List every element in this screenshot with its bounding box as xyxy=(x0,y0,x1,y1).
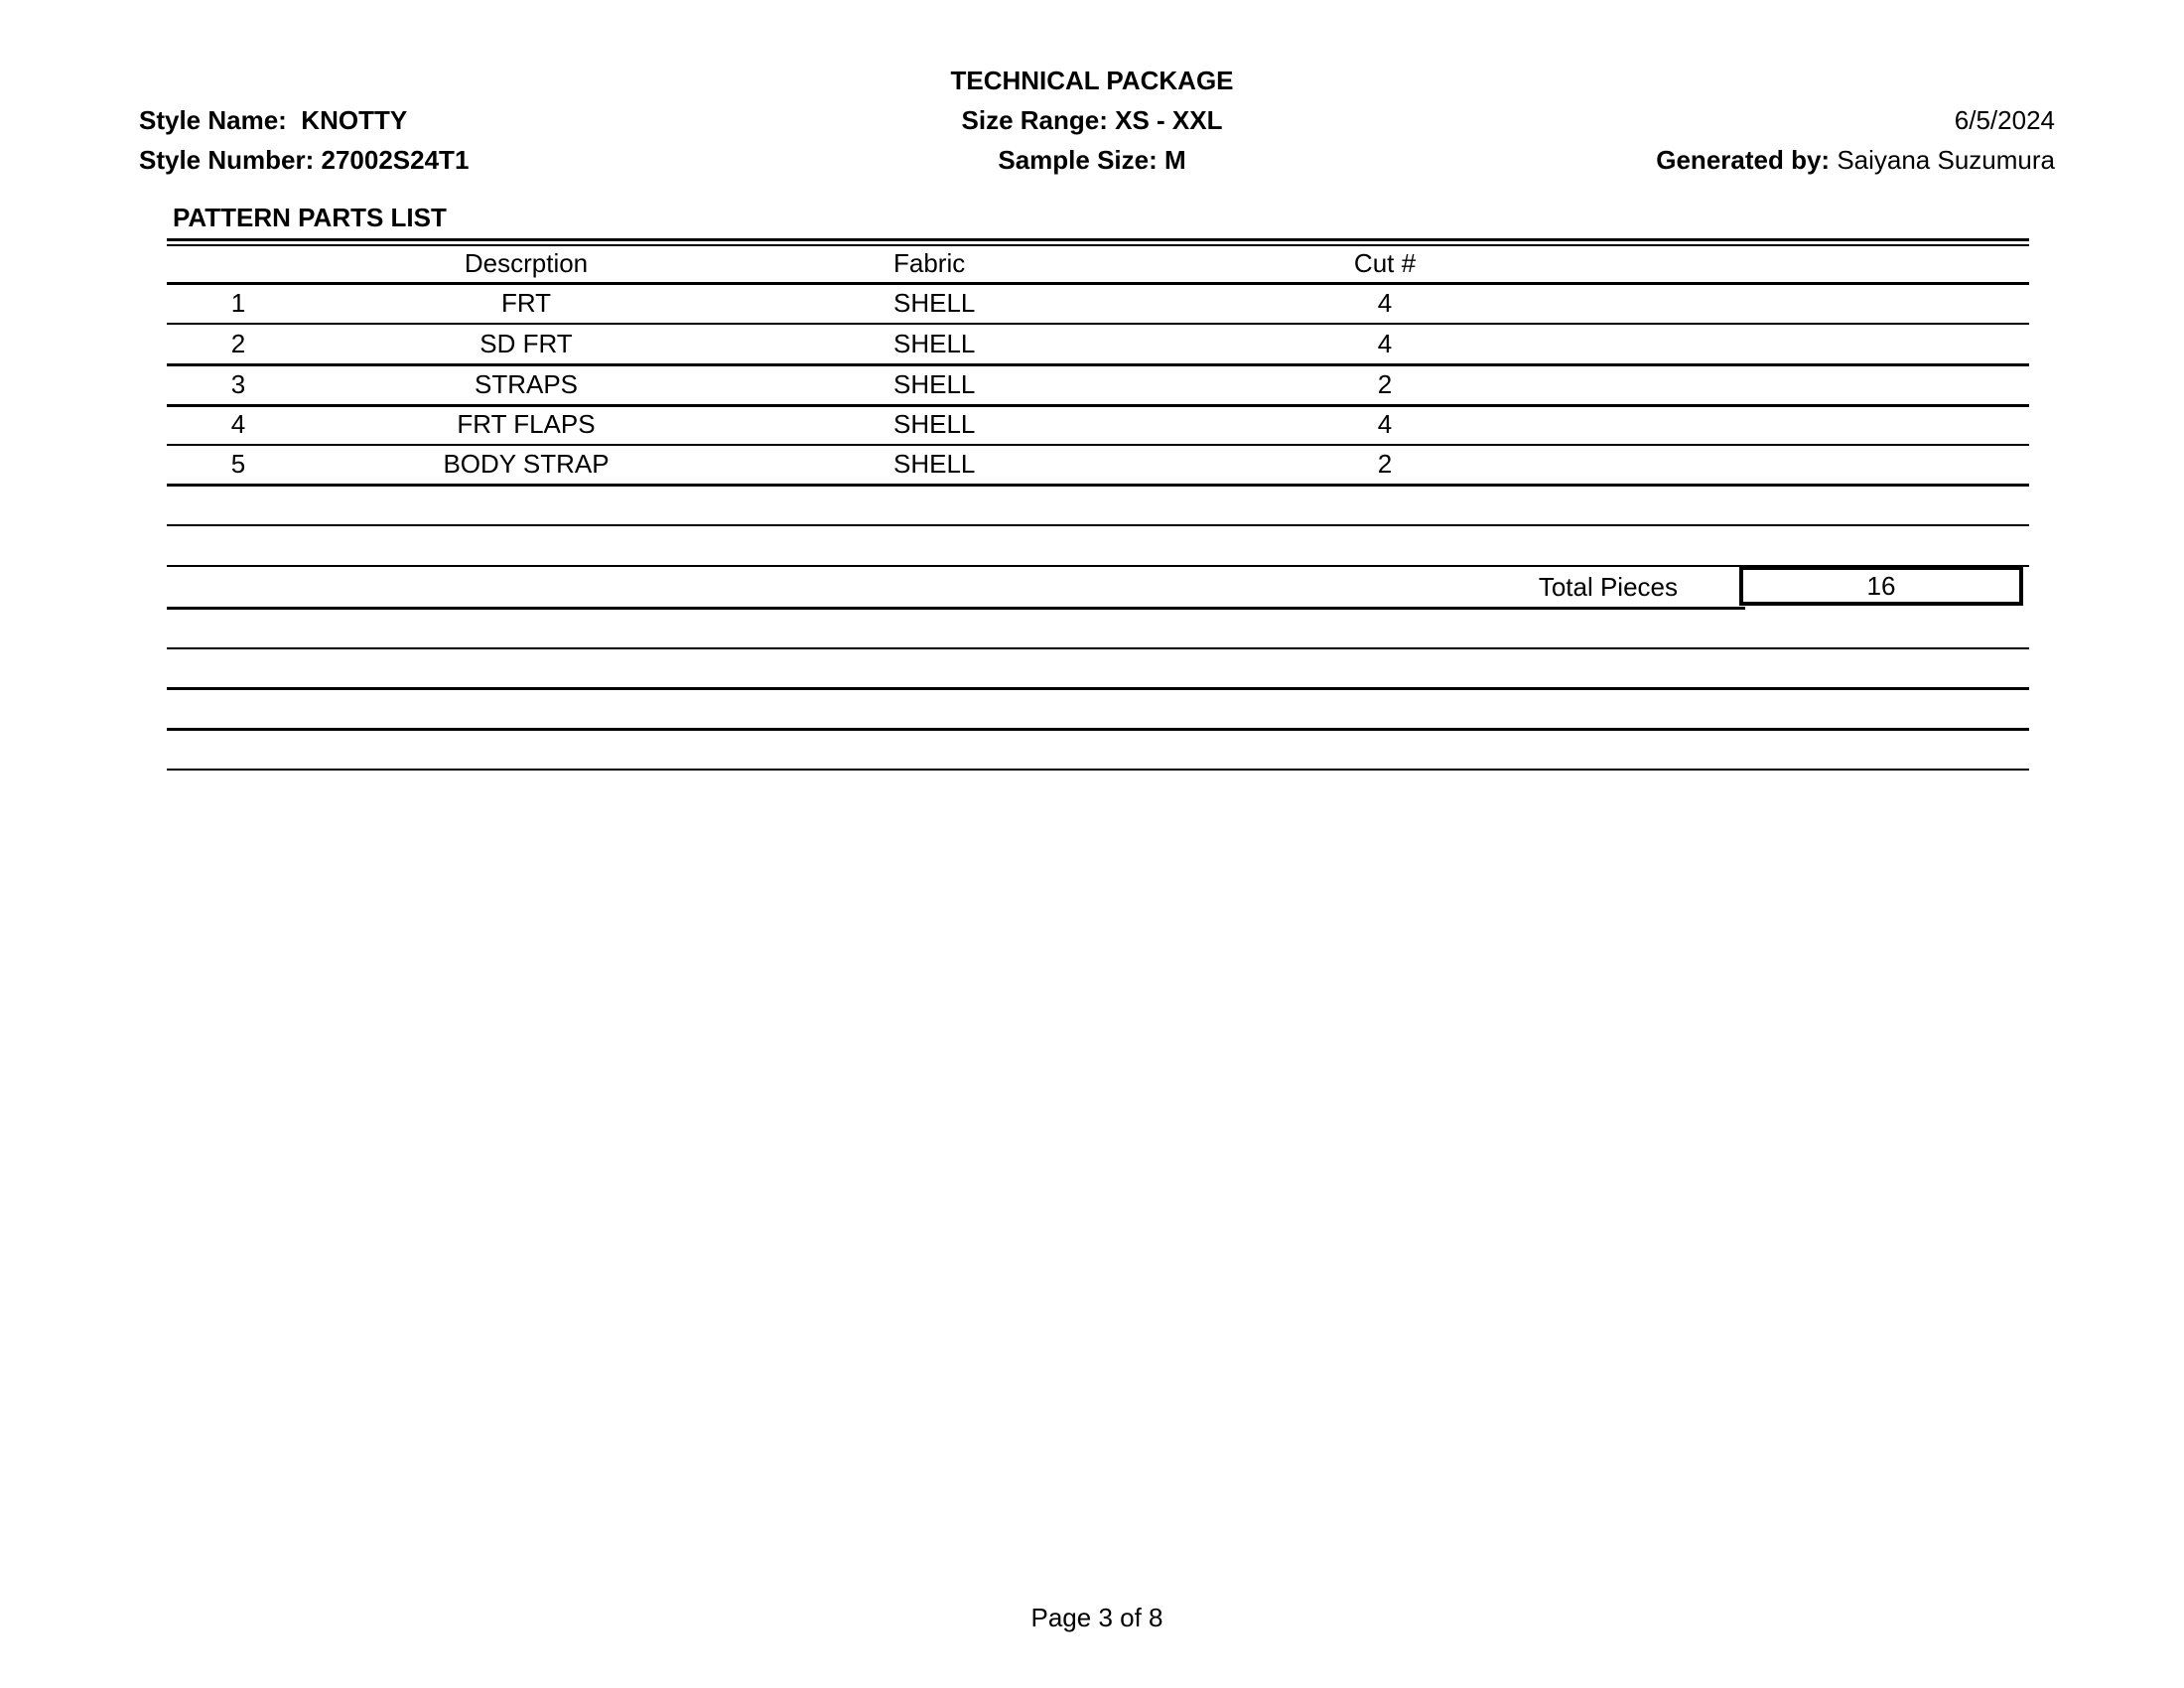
style-number-label: Style Number: xyxy=(139,145,315,175)
total-pieces-label: Total Pieces xyxy=(1538,572,1678,602)
style-name-label: Style Name: xyxy=(139,105,287,135)
style-name-value: KNOTTY xyxy=(301,105,408,135)
empty-row-rule xyxy=(167,769,2029,771)
row-description: FRT xyxy=(500,288,552,318)
row-number: 4 xyxy=(230,409,246,439)
row-number: 5 xyxy=(230,449,246,479)
row-rule xyxy=(167,444,2029,446)
row-fabric: SHELL xyxy=(893,449,976,479)
row-cut: 2 xyxy=(1377,449,1393,479)
row-rule xyxy=(167,323,2029,325)
column-header-cut: Cut # xyxy=(1353,248,1417,278)
total-pieces-value: 16 xyxy=(1866,570,1896,601)
row-number: 1 xyxy=(230,288,246,318)
generated-by-value: Saiyana Suzumura xyxy=(1837,145,2055,175)
empty-row-rule xyxy=(167,687,2029,690)
row-cut: 4 xyxy=(1377,288,1393,318)
row-fabric: SHELL xyxy=(893,369,976,399)
row-rule xyxy=(167,363,2029,366)
empty-row-rule xyxy=(167,728,2029,731)
row-description: FRT FLAPS xyxy=(457,409,596,439)
empty-row-rule xyxy=(167,524,2029,526)
row-fabric: SHELL xyxy=(893,329,976,358)
row-number: 3 xyxy=(230,369,246,399)
section-title: PATTERN PARTS LIST xyxy=(173,203,447,232)
generated-by-label: Generated by: xyxy=(1656,145,1831,175)
column-header-fabric: Fabric xyxy=(893,248,966,278)
style-number xyxy=(139,145,469,175)
total-pieces-box xyxy=(1739,566,2023,606)
row-description: BODY STRAP xyxy=(443,449,610,479)
row-cut: 4 xyxy=(1377,329,1393,358)
row-rule xyxy=(167,404,2029,407)
style-number-value: 27002S24T1 xyxy=(321,145,470,175)
document-date: 6/5/2024 xyxy=(1954,105,2055,135)
table-top-rule-inner xyxy=(167,244,2029,246)
total-row-rule xyxy=(167,607,1745,610)
sample-size: Sample Size: M xyxy=(998,145,1186,175)
row-number: 2 xyxy=(230,329,246,358)
size-range: Size Range: XS - XXL xyxy=(961,105,1223,135)
row-cut: 4 xyxy=(1377,409,1393,439)
row-rule xyxy=(167,484,2029,487)
document-title: TECHNICAL PACKAGE xyxy=(950,66,1234,95)
page-number: Page 3 of 8 xyxy=(1030,1603,1163,1632)
row-cut: 2 xyxy=(1377,369,1393,399)
row-fabric: SHELL xyxy=(893,288,976,318)
table-top-rule xyxy=(167,238,2029,241)
row-description: SD FRT xyxy=(479,329,573,358)
style-name xyxy=(139,105,407,135)
column-header-description: Descrption xyxy=(464,248,589,278)
row-description: STRAPS xyxy=(474,369,579,399)
header-rule xyxy=(167,282,2029,285)
row-fabric: SHELL xyxy=(893,409,976,439)
generated-by xyxy=(1656,145,2055,175)
empty-row-rule xyxy=(167,647,2029,649)
title-block xyxy=(893,66,1291,185)
